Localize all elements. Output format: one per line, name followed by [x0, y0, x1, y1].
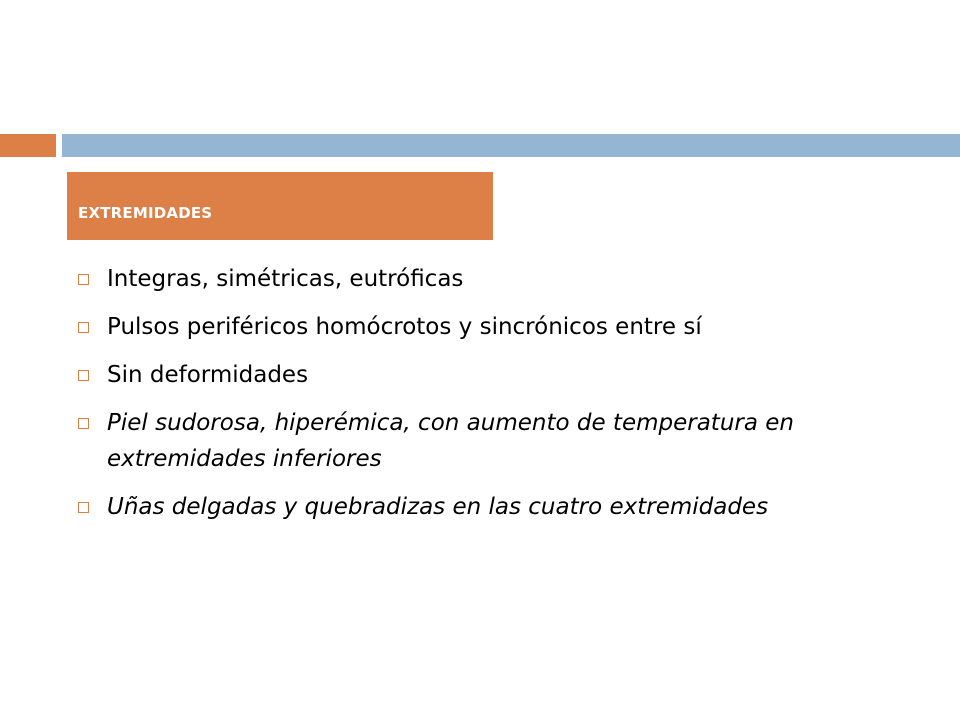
square-bullet-icon — [78, 418, 89, 429]
bullet-text: Piel sudorosa, hiperémica, con aumento de temperatura en extremidades inferiores — [107, 410, 794, 472]
square-bullet-icon — [78, 370, 89, 381]
bullet-list — [72, 261, 932, 537]
square-bullet-icon — [78, 274, 89, 285]
bullet-item — [72, 357, 932, 393]
square-bullet-icon — [78, 322, 89, 333]
decorative-blue-bar — [62, 134, 960, 157]
bullet-item — [72, 309, 932, 345]
slide-title: EXTREMIDADES — [78, 204, 213, 222]
bullet-text: Integras, simétricas, eutróficas — [107, 266, 464, 292]
square-bullet-icon — [78, 502, 89, 513]
bullet-item — [72, 489, 932, 525]
bullet-item — [72, 261, 932, 297]
bullet-text: Pulsos periféricos homócrotos y sincrónicos entre sí — [107, 314, 702, 340]
decorative-orange-bar — [0, 134, 56, 157]
bullet-item — [72, 405, 932, 477]
title-box — [67, 172, 493, 240]
bullet-text: Sin deformidades — [107, 362, 309, 388]
bullet-text: Uñas delgadas y quebradizas en las cuatro extremidades — [107, 494, 769, 520]
